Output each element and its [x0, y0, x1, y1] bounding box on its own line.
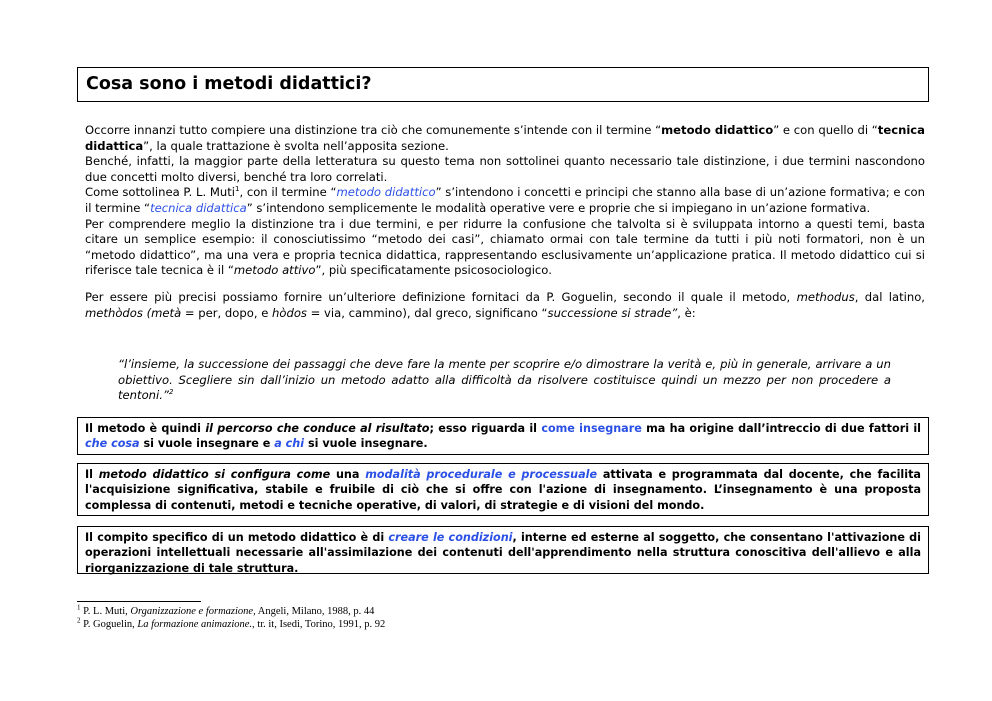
- footnotes: [77, 603, 577, 631]
- highlight-creare-condizioni: creare le condizioni: [388, 531, 513, 544]
- paragraph-2: Benché, infatti, la maggior parte della letteratura su questo tema non sottolinei quanto necessario tale distinzione, i due termini nascondono due concetti molto diversi, benché tra loro correlati.: [85, 154, 925, 184]
- text: Angeli, Milano, 1988, p. 44: [255, 606, 375, 617]
- paragraph-3: [85, 185, 925, 216]
- text: Occorre innanzi tutto compiere una distinzione tra ciò che comunemente s’intende con il termine “: [85, 123, 662, 137]
- title-box: [77, 67, 929, 102]
- text: ma ha origine dall’intreccio di due fattori il: [641, 422, 921, 435]
- paragraph-4: [85, 217, 925, 279]
- highlight-modalita: modalità procedurale e processuale: [365, 468, 598, 481]
- definition-box-2: [77, 463, 929, 516]
- text: = per, dopo, e: [181, 305, 273, 320]
- text: , dal latino,: [854, 289, 925, 304]
- definition-box-3: [77, 526, 929, 574]
- text: ” s’intendono i concetti e principi che stanno alla base di un’azione formativa; e con il termine “: [85, 185, 925, 215]
- page-title: Cosa sono i metodi didattici?: [86, 74, 372, 94]
- emphasis: il percorso che conduce al risultato: [205, 422, 430, 435]
- term-metodo-didattico: metodo didattico: [661, 123, 774, 137]
- footnote-ref-2: 2: [168, 388, 174, 397]
- text: attivata e programmata dal docente, che facilita l'acquisizione significativa, stabile e fruibile di ciò che si offre con l'azione di insegnamento. L’insegnamento è una proposta complessa di contenuti, metodi e tecniche operative, di valori, di strategie e di visioni del mondo.: [85, 468, 921, 512]
- body-text: [85, 123, 925, 321]
- quote-text: “l’insieme, la successione dei passaggi che deve fare la mente per scoprire e/o dimostrare la verità e, più in generale, arrivare a un obiettivo. Scegliere sin dall’inizio un metodo adatto alla difficoltà da risolvere costituisce quindi un mezzo per non procedere a tentoni.: [118, 357, 891, 403]
- text: ” s’intendono semplicemente le modalità operative vere e proprie che si impiegano in un’azione formativa.: [246, 200, 871, 215]
- term-tecnica-didattica: tecnica didattica: [85, 123, 925, 153]
- text: ” e con quello di “: [773, 123, 878, 137]
- definition-box-1: [77, 417, 929, 455]
- emphasis-metodo-didattico: metodo didattico: [336, 185, 436, 200]
- emphasis: methòdos (metà: [85, 305, 182, 320]
- emphasis-tecnica-didattica: tecnica didattica: [150, 200, 247, 215]
- paragraph-5: [85, 290, 925, 321]
- text: ; esso riguarda il: [429, 422, 542, 435]
- text: , interne ed esterne al soggetto, che consentano l'attivazione di operazioni intellettuali necessarie all'assimilazione dei contenuti dell'apprendimento nella struttura conoscitiva dell'allievo e alla riorganizzazione di tale struttura.: [85, 531, 921, 575]
- text: ”, più specificatamente psicosociologico.: [315, 263, 552, 278]
- book-title: Organizzazione e formazione,: [130, 606, 256, 617]
- text: , è:: [677, 305, 696, 320]
- highlight-come-insegnare: come insegnare: [541, 422, 642, 435]
- book-title: La formazione animazione.: [137, 618, 253, 630]
- text: P. L. Muti,: [80, 606, 131, 617]
- highlight-che-cosa: che cosa: [85, 437, 140, 451]
- text: P. Goguelin,: [80, 618, 138, 630]
- emphasis: methodus: [796, 289, 855, 304]
- text: Il compito specifico di un metodo didattico è di: [85, 531, 389, 544]
- emphasis-metodo-attivo: metodo attivo: [233, 263, 316, 278]
- text: Per essere più precisi possiamo fornire un’ulteriore definizione fornitaci da P. Goguelin, secondo il quale il metodo,: [85, 289, 797, 304]
- text: ”, la quale trattazione è svolta nell’apposita sezione.: [143, 138, 449, 153]
- footnote-1: [77, 603, 577, 619]
- emphasis: hòdos: [272, 305, 307, 320]
- text: = via, cammino), dal greco, significano “: [306, 305, 548, 320]
- highlight-a-chi: a chi: [274, 437, 305, 451]
- text: Per comprendere meglio la distinzione tra i due termini, e per ridurre la confusione che talvolta si è sviluppata intorno a questi temi, basta citare un semplice esempio: il conosciutissimo “metodo dei casi”, chiamato ormai con tale termine da tutti i più noti formatori, non è un “metodo didattico”, ma una vera e propria tecnica didattica, rappresentando esclusivamente un’applicazione pratica. Il metodo didattico cui si riferisce tale tecnica è il “: [85, 216, 925, 278]
- text: si vuole insegnare.: [304, 437, 428, 451]
- footnote-divider: [77, 601, 201, 602]
- footnote-2: [77, 616, 577, 632]
- text: , con il termine “: [239, 185, 337, 200]
- emphasis: metodo didattico si configura come: [98, 468, 331, 481]
- text: una: [330, 468, 366, 481]
- text: , tr. it, Isedi, Torino, 1991, p. 92: [252, 618, 386, 630]
- emphasis: successione si strade”: [547, 305, 678, 320]
- text: si vuole insegnare e: [139, 437, 275, 451]
- text: Il metodo è quindi: [85, 422, 206, 435]
- paragraph-1: [85, 123, 925, 154]
- text: Come sottolinea P. L. Muti: [85, 185, 235, 200]
- block-quote: [118, 357, 891, 404]
- quote-close: ”: [162, 388, 169, 403]
- footnote-number: 1: [77, 603, 81, 612]
- footnote-ref-1: 1: [234, 185, 240, 194]
- text: Il: [85, 468, 99, 481]
- footnote-number: 2: [77, 616, 81, 624]
